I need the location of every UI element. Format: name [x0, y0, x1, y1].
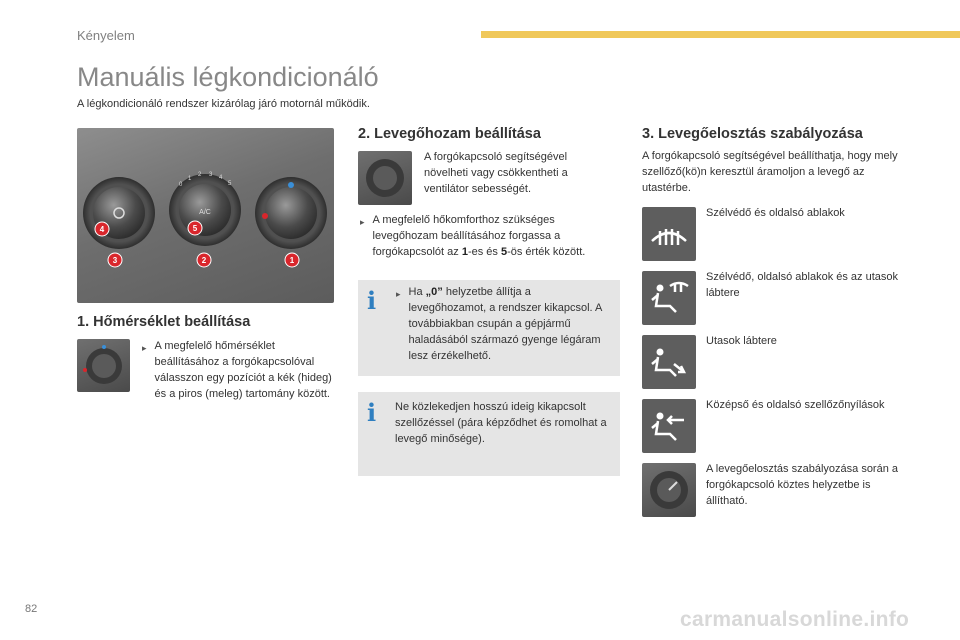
right-knob — [265, 187, 317, 239]
windshield-feet-icon — [642, 271, 696, 325]
section1-bullet — [142, 338, 338, 402]
center-side-vents-icon — [642, 399, 696, 453]
info1-text: Ha „0” helyzetbe állítja a levegőhozamot, a rendszer kikapcsol. A továbbiakban csupán a gépjármű haladásából származó gyenge légáram lesz érzékelhető. — [408, 286, 602, 362]
info-icon: i — [367, 286, 377, 315]
distribution-label-3: Utasok lábtere — [706, 335, 777, 347]
arrow-bullet-icon: ▸ — [396, 289, 401, 299]
fan-knob-thumb — [358, 151, 412, 205]
section-header: Kényelem — [77, 28, 135, 43]
fan-scale-1: 1 — [188, 176, 192, 182]
feet-icon — [642, 335, 696, 389]
temperature-knob-thumb — [77, 339, 130, 392]
control-panel-drawing — [77, 128, 334, 303]
section1-text: A megfelelő hőmérséklet beállításához a forgókapcsolóval válasszon egy pozíciót a kék (hideg) és a piros (meleg) tartomány között. — [154, 340, 332, 400]
distribution-dial-icon — [642, 463, 696, 517]
section3-intro: A forgókapcsoló segítségével beállíthatja, hogy mely szellőző(kö)n keresztül áramoljon a levegő az utastérbe. — [642, 150, 898, 194]
distribution-label-2: Szélvédő, oldalsó ablakok és az utasok lábtere — [706, 271, 899, 299]
page-number: 82 — [25, 603, 38, 615]
callout-1: 1 — [289, 256, 295, 265]
ac-label: A/C — [199, 209, 211, 216]
distribution-label-1: Szélvédő és oldalsó ablakok — [706, 207, 845, 219]
info-box-ventilation — [358, 392, 620, 476]
distribution-label-5: A levegőelosztás szabályozása során a forgókapcsoló köztes helyzetbe is állítható. — [706, 463, 899, 507]
fan-scale-4: 4 — [219, 175, 223, 181]
callout-4: 4 — [99, 225, 105, 234]
section2-bullet-text: A megfelelő hőkomforthoz szükséges levegőhozam beállításához forgassa a forgókapcsolót az 1-es és 5-ös érték között. — [372, 214, 586, 258]
header-accent-bar — [481, 31, 960, 38]
control-panel-image — [77, 128, 334, 303]
info-bullet — [396, 284, 606, 364]
watermark: carmanualsonline.info — [680, 608, 910, 631]
section1-title: 1. Hőmérséklet beállítása — [77, 314, 251, 330]
info-box-fan-off — [358, 280, 620, 376]
callout-2: 2 — [201, 256, 207, 265]
fan-scale-2: 2 — [198, 172, 202, 178]
section3-title: 3. Levegőelosztás szabályozása — [642, 126, 863, 142]
fan-scale-3: 3 — [209, 172, 213, 178]
info2-text: Ne közlekedjen hosszú ideig kikapcsolt szellőzéssel (pára képződhet és romolhat a levegő minősége). — [395, 401, 607, 445]
arrow-bullet-icon: ▸ — [360, 217, 365, 227]
section2-title: 2. Levegőhozam beállítása — [358, 126, 541, 142]
section2-bullet — [360, 212, 610, 260]
info-icon: i — [367, 398, 377, 427]
section2-intro: A forgókapcsoló segítségével növelheti vagy csökkentheti a ventilátor sebességét. — [424, 151, 568, 195]
windshield-defrost-icon — [642, 207, 696, 261]
callout-5: 5 — [192, 224, 198, 233]
callout-3: 3 — [112, 256, 118, 265]
fan-scale-0: 0 — [179, 182, 183, 188]
arrow-bullet-icon: ▸ — [142, 343, 147, 353]
distribution-label-4: Középső és oldalsó szellőzőnyílások — [706, 399, 885, 411]
fan-scale-5: 5 — [228, 181, 232, 187]
page-title: Manuális légkondicionáló — [77, 62, 379, 92]
intro-text: A légkondicionáló rendszer kizárólag járó motornál működik. — [77, 98, 370, 110]
